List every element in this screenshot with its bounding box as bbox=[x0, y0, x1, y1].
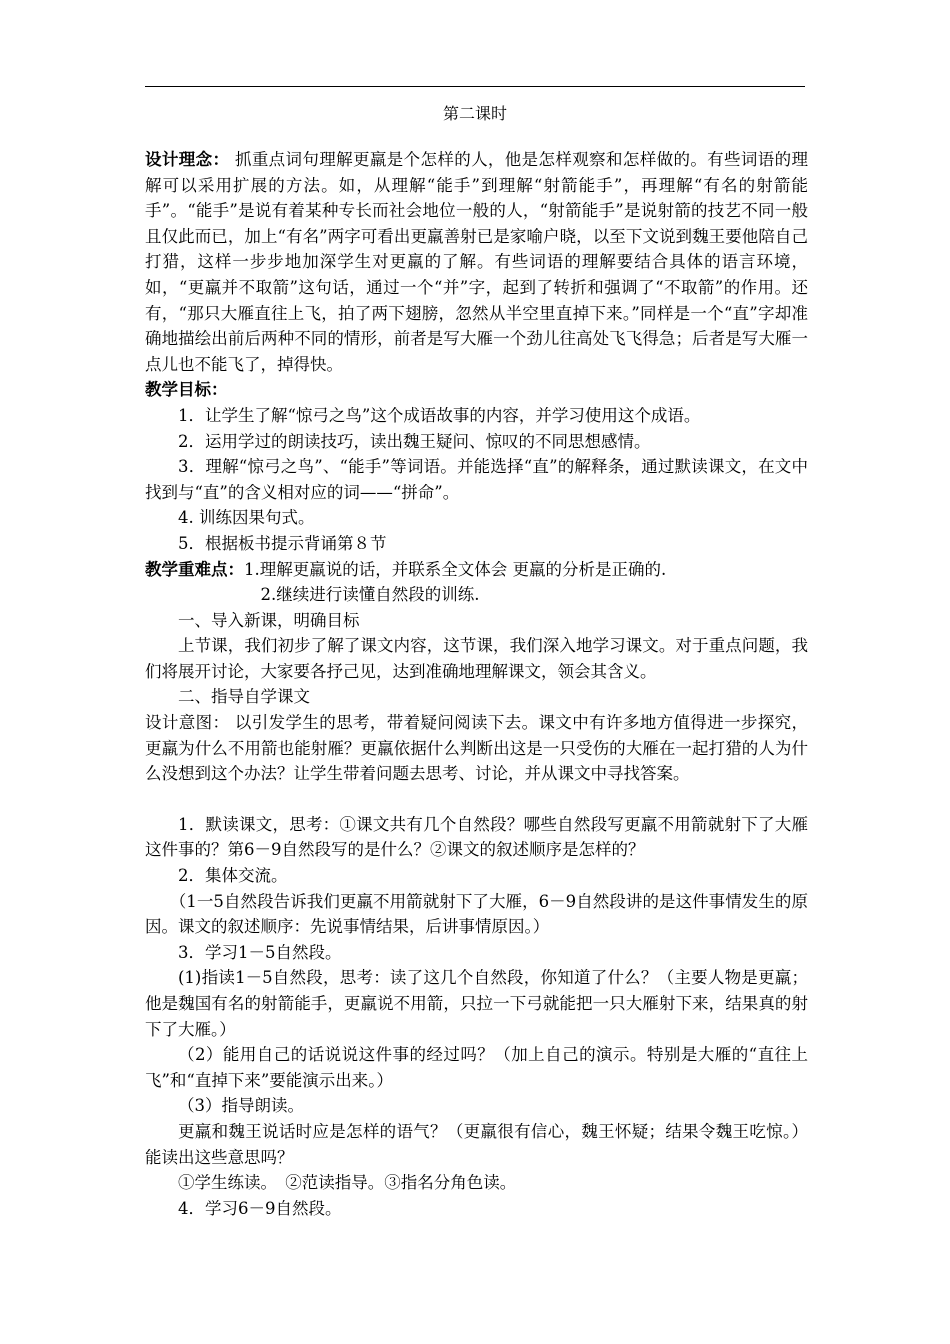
page-title: 第二课时 bbox=[442, 104, 507, 123]
step-3-3-question: 更羸和魏王说话时应是怎样的语气？（更羸很有信心，魏王怀疑；结果令魏王吃惊。）能读出这些意思吗？ bbox=[145, 1121, 808, 1167]
step-4: 4．学习6－9自然段。 bbox=[178, 1198, 342, 1218]
section2-intent: 设计意图： 以引发学生的思考，带着疑问阅读下去。课文中有许多地方值得进一步探究，更羸为什么不用箭也能射雁？更羸依据什么判断出这是一只受伤的大雁在一起打猎的人为什么没想到这个办法？让学生带着问题去思考、讨论，并从课文中寻找答案。 bbox=[145, 713, 808, 784]
section1-heading: 一、导入新课，明确目标 bbox=[178, 610, 360, 630]
step-1: 1．默读课文，思考：①课文共有几个自然段？哪些自然段写更羸不用箭就射下了大雁这件事的？第6－9自然段写的是什么？②课文的叙述顺序是怎样的？ bbox=[145, 814, 808, 860]
spacer bbox=[145, 787, 808, 812]
step-3-3-activities: ①学生练读。 ②范读指导。③指名分角色读。 bbox=[178, 1173, 517, 1193]
section1-text: 上节课，我们初步了解了课文内容，这节课，我们深入地学习课文。对于重点问题，我们将展开讨论，大家要各抒己见，达到准确地理解课文，领会其含义。 bbox=[145, 636, 808, 681]
difficulty-item-1: 1.理解更羸说的话，并联系全文体会 更羸的分析是正确的. bbox=[244, 559, 667, 579]
goal-item-4: 4. 训练因果句式。 bbox=[178, 508, 315, 528]
difficulty-label: 教学重难点： bbox=[145, 559, 244, 579]
difficulty-paragraph bbox=[145, 557, 808, 583]
goal-item-3: 3．理解“惊弓之鸟”、“能手”等词语。并能选择“直”的解释条，通过默读课文，在文中找到与“直”的含义相对应的词——“拼命”。 bbox=[145, 457, 808, 502]
step-2-answer: （1一5自然段告诉我们更羸不用箭就射下了大雁，6－9自然段讲的是这件事情发生的原因。课文的叙述顺序：先说事情结果，后讲事情原因。） bbox=[145, 891, 808, 937]
design-paragraph bbox=[145, 147, 808, 377]
step-3-2: （2）能用自己的话说说这件事的经过吗？（加上自己的演示。特别是大雁的“直往上飞”和“直掉下来”要能演示出来。） bbox=[145, 1045, 808, 1090]
step-3-3: （3）指导朗读。 bbox=[178, 1096, 304, 1116]
design-label: 设计理念： bbox=[145, 150, 230, 169]
difficulty-item-2: 2.继续进行读懂自然段的训练. bbox=[260, 585, 480, 605]
step-3-1: (1)指读1－5自然段，思考：读了这几个自然段，你知道了什么？（主要人物是更羸；他是魏国有名的射箭能手，更羸说不用箭，只拉一下弓就能把一只大雁射下来，结果真的射下了大雁。） bbox=[145, 968, 808, 1039]
step-3: 3．学习1－5自然段。 bbox=[178, 942, 342, 962]
section2-heading: 二、指导自学课文 bbox=[178, 687, 310, 707]
header-rule bbox=[145, 86, 805, 87]
goal-item-2: 2．运用学过的朗读技巧，读出魏王疑问、惊叹的不同思想感情。 bbox=[178, 431, 651, 451]
design-text: 抓重点词句理解更羸是个怎样的人，他是怎样观察和怎样做的。有些词语的理解可以采用扩展的方法。如，从理解“能手”到理解“射箭能手”，再理解“有名的射箭能手”。“能手”是说有着某种专长而社会地位一般的人，“射箭能手”是说射箭的技艺不同一般且仅此而已，加上“有名”两字可看出更羸善射已是家喻户晓，以至下文说到魏王要他陪自己打猎，这样一步步地加深学生对更羸的了解。有些词语的理解要结合具体的语言环境，如，“更羸并不取箭”这句话，通过一个“并”字，起到了转折和强调了“不取箭”的作用。还有，“那只大雁直往上飞，拍了两下翅膀，忽然从半空里直掉下来。”同样是一个“直”字却准确地描绘出前后两种不同的情形，前者是写大雁一个劲儿往高处飞飞得急；后者是写大雁一点儿也不能飞了，掉得快。 bbox=[145, 150, 809, 374]
step-2: 2．集体交流。 bbox=[178, 866, 288, 886]
goal-item-1: 1．让学生了解“惊弓之鸟”这个成语故事的内容，并学习使用这个成语。 bbox=[178, 405, 701, 425]
document-body bbox=[145, 147, 808, 1221]
goals-label: 教学目标： bbox=[145, 380, 228, 400]
goal-item-5: 5．根据板书提示背诵第８节 bbox=[178, 533, 387, 553]
